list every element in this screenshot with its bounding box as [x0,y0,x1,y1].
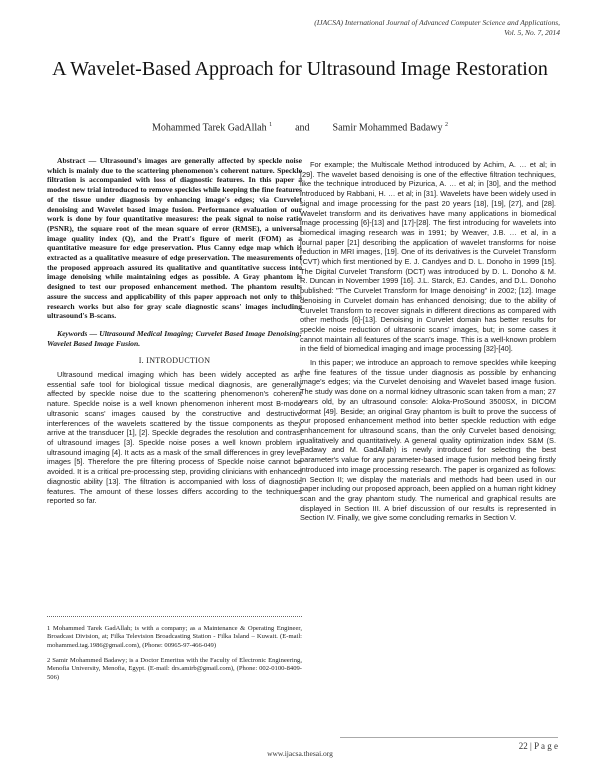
journal-name: (IJACSA) International Journal of Advanced Computer Science and Applications, [314,18,560,27]
journal-header [220,18,560,38]
author-2: Samir Mohammed Badawy [332,122,443,134]
keywords: Keywords — Ultrasound Medical Imaging; Curvelet Based Image Denoising; Wavelet Based Image Fusion. [47,328,302,348]
author-1-marker: 1 [269,122,273,128]
journal-volume: Vol. 5, No. 7, 2014 [504,28,560,37]
introduction-paragraph: Ultrasound medical imaging which has been widely accepted as an essential safe tool for biological tissue medical diagnosis, are generally affected by speckle noise due to the scattering phenomenon's coherent nature. Speckle noise is a well known phenomenon inherent most B-mode ultrasonic scans' images caused by the constructive and destructive interferences of the wavelets scattered by the tissue components as they arrive at the transducer [1], [2]. Speckle degrades the resolution and contrast of ultrasound images [3]. Speckle noise poses a well known problem in ultrasound imaging [4]. It acts as a mask of the small differences in grey level images [5]. Therefore the pre filtering process of Speckle noise cannot be avoided. It is a critical pre-processing step, providing clinicians with enhanced diagnostic ability [13]. The filtration is accompanied with loss of diagnostic features. The amount of these losses differs according to the techniques reported so far. [47,370,302,506]
left-column [47,156,302,506]
page-number: 22 | P a g e [518,741,558,751]
abstract: Abstract — Ultrasound's images are generally affected by speckle noise which is mainly due to the scattering phenomenon's coherent nature. Speckle filtration is accompanied with loss of diagnostic features. In this paper a modest new trial introduced to remove speckles while keeping the fine features of the tissue under diagnosis by enhancing image's edges; via Curvelet denoising and Wavelet based image fusion. Performance evaluation of our work is done by four quantitative measures: the peak signal to noise ratio (PSNR), the square root of the mean square of error (RMSE), a universal image quality index (Q), and the Pratt's figure of merit (FOM) as a quantitative measure for edge preservation. Plus Canny edge map which is extracted as a qualitative measure of edge preservation. The measurements of the proposed approach assured its qualitative and quantitative success into image denoising while maintaining edges as possible. A Gray phantom is designed to test our proposed enhancement method. The phantom results assure the success and applicability of this paper approach not only to this research works but also for gray scale diagnostic scans' images including ultrasound's B-scans. [47,156,302,321]
right-column [300,160,556,523]
journal-url[interactable]: www.ijacsa.thesai.org [267,749,333,758]
footnote-author-2: 2 Samir Mohammed Badawy; is a Doctor Emeritus with the Faculty of Electronic Engineering, Menofia University, Menofia, Egypt. (E-mail: drs.amirb@gmail.com), (Phone: 002-0100-8409-506) [47,657,302,681]
author-conjunction: and [295,122,310,134]
footnote-divider [47,616,302,617]
paper-title: A Wavelet-Based Approach for Ultrasound Image Restoration [52,58,548,80]
page-number-rule [340,737,558,738]
body-paragraph-1: For example; the Multiscale Method introduced by Achim, A. … et al; in [29]. The wavelet based denoising is one of the effective filtration techniques, like the technique introduced by Pizurica, A. … et al; in [30], and the method introduced by Rabbani, H. … et al; in [31]. Wavelets have been widely used in signal and image processing for the past 20 years [18], [19], [27], and [28]. Wavelet transform and its derivatives have many applications in biomedical image processing [6]-[13] and [17]-[28]. The first introducing for wavelets into biomedical imaging research was in 1991; by Weaver, J.B. … et al, in a journal paper [21] describing the application of wavelet transforms for noise reduction in MRI images, [19]. One of its derivatives is the Curvelet Transform (CVT) which first mentioned by E. J. Candyes and D. L. Donoho in 1999 [15]. The Digital Curvelet Transform (DCT) was introduced by D. L. Donoho & M. R. Duncan in November 1999 [16]. J.L. Starck, EJ. Candes, and D.L. Donoho published: "The Curvelet Transform for Image denoising" in 2002; [12]. Image denoising in Curvelet domain has enhanced denoising; due to the ability of Curvelet Transform to recover signals in different directions as compared with other methods [6]-[13]. Denoising in Curvelet domain has better results for speckle noise reduction of ultrasonic scans' images, but; in some cases it cannot maintain all features of the scan's image. This is a well-known problem in the field of biomedical imaging and image processing [32]-[40]. [300,160,556,354]
body-paragraph-2: In this paper; we introduce an approach to remove speckles while keeping the fine features of the tissue under diagnosis as possible by enhancing image's edges; via the Curvelet denoising and Wavelet based image fusion. The study was done on a normal kidney ultrasonic scan taken from a man; 27 years old, by an ultrasound console: Aloka-ProSound 3500SX, in DICOM format [49]. Beside; an original Gray phantom is built to prove the success of our proposed enhancement method into better speckle reduction with edge enhancement for ultrasound scans, than the only Curvelet based denoising; qualitatively and quantitatively. A general quality optimization index S&M (S. Badawy and M. GadAllah) is newly introduced for selecting the best parameter's value for any parameter-based image fusion method being firstly introduced into image processing research. The paper is organized as follows: In Section II; we display the materials and methods had been used in our paper including our proposed approach, been applied on a human right kidney scan and the gray phantom study. The numerical and graphical results are displayed in Section III. A brief discussion of our results is represented in Section IV. Finally, we give some concluding remarks in Section V. [300,358,556,523]
section-heading-introduction: I. INTRODUCTION [138,356,211,366]
author-line [40,122,560,133]
author-2-marker: 2 [445,122,449,128]
author-1: Mohammed Tarek GadAllah [151,122,267,134]
footnote-author-1: 1 Mohammed Tarek GadAllah; is with a company; as a Maintenance & Operating Engineer, Broadcast Division, at; Filka Television Broadcasting Station - Filka Island – Kuwait. (E-mail: mohammed.tag.1986@gmail.com), (Phone: 00965-97-466-049) [47,625,302,649]
